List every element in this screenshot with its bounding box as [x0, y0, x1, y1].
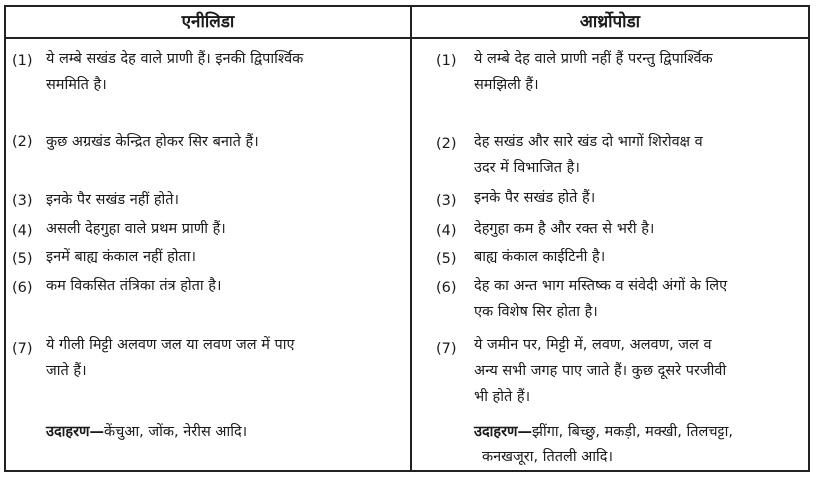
header-arthropoda: आर्थ्रोपोडा	[579, 12, 641, 32]
right-row-2-line-1: देह सखंड और सारे खंड दो भागों शिरोवक्ष व	[474, 134, 703, 150]
right-row-2-number: (2)	[436, 136, 457, 152]
left-row-6-line-1: कम विकसित तंत्रिका तंत्र होता है।	[46, 278, 222, 294]
left-row-2-line-1: कुछ अग्रखंड केन्द्रित होकर सिर बनाते हैं।	[46, 134, 259, 150]
right-row-7-line-3: भी होते हैं।	[474, 389, 531, 405]
bottom-border	[4, 470, 810, 472]
right-example-label: उदाहरण—	[474, 424, 533, 440]
right-row-1-line-2: समझिली हैं।	[474, 77, 539, 93]
right-example	[474, 421, 733, 443]
right-example-text: झींगा, बिच्छु, मकड़ी, मक्खी, तिलचट्टा,	[532, 424, 733, 440]
header-divider	[4, 37, 810, 39]
left-row-7-number: (7)	[12, 341, 33, 357]
right-row-4-line-1: देहगुहा कम है और रक्त से भरी है।	[474, 221, 655, 237]
left-row-4-line-1: असली देहगुहा वाले प्रथम प्राणी हैं।	[46, 221, 226, 237]
column-divider	[410, 5, 412, 472]
right-row-4-number: (4)	[436, 223, 457, 239]
right-row-5-number: (5)	[436, 251, 457, 267]
left-row-4-number: (4)	[12, 223, 33, 239]
left-example-label: उदाहरण—	[46, 424, 105, 440]
left-border	[4, 5, 6, 472]
left-row-7-line-2: जाते हैं।	[46, 363, 87, 379]
left-row-6-number: (6)	[12, 280, 33, 296]
right-row-6-line-2: एक विशेष सिर होता है।	[474, 304, 598, 320]
top-border	[4, 5, 810, 7]
left-row-1-line-1: ये लम्बे सखंड देह वाले प्राणी हैं। इनकी द्विपार्श्विक	[46, 51, 304, 67]
left-example	[46, 421, 247, 443]
right-row-7-number: (7)	[436, 341, 457, 357]
right-row-3-number: (3)	[436, 193, 457, 209]
left-row-7-line-1: ये गीली मिट्टी अलवण जल या लवण जल में पाए	[46, 337, 295, 353]
left-row-1-number: (1)	[12, 53, 33, 69]
left-example-text: केंचुआ, जोंक, नेरीस आदि।	[104, 424, 248, 440]
right-row-6-number: (6)	[436, 280, 457, 296]
right-row-2-line-2: उदर में विभाजित है।	[474, 160, 580, 176]
left-row-2-number: (2)	[12, 134, 33, 150]
right-example-line-2: कनखजूरा, तितली आदि।	[482, 449, 613, 465]
right-row-5-line-1: बाह्य कंकाल काईटिनी है।	[474, 249, 606, 265]
left-row-5-number: (5)	[12, 251, 33, 267]
right-row-3-line-1: इनके पैर सखंड होते हैं।	[474, 190, 596, 206]
left-row-1-line-2: सममिति है।	[46, 77, 107, 93]
left-row-3-number: (3)	[12, 193, 33, 209]
left-row-5-line-1: इनमें बाह्य कंकाल नहीं होता।	[46, 249, 197, 265]
right-row-1-number: (1)	[436, 53, 457, 69]
right-row-7-line-1: ये जमीन पर, मिट्टी में, लवण, अलवण, जल व	[474, 337, 712, 353]
right-row-7-line-2: अन्य सभी जगह पाए जाते हैं। कुछ दूसरे परजीवी	[474, 363, 727, 379]
left-row-3-line-1: इनके पैर सखंड नहीं होते।	[46, 192, 180, 208]
right-row-6-line-1: देह का अन्त भाग मस्तिष्क व संवेदी अंगों के लिए	[474, 278, 728, 294]
header-annelida: एनीलिडा	[181, 12, 235, 32]
right-border	[808, 5, 810, 472]
right-row-1-line-1: ये लम्बे देह वाले प्राणी नहीं हैं परन्तु द्विपार्श्विक	[474, 51, 713, 67]
